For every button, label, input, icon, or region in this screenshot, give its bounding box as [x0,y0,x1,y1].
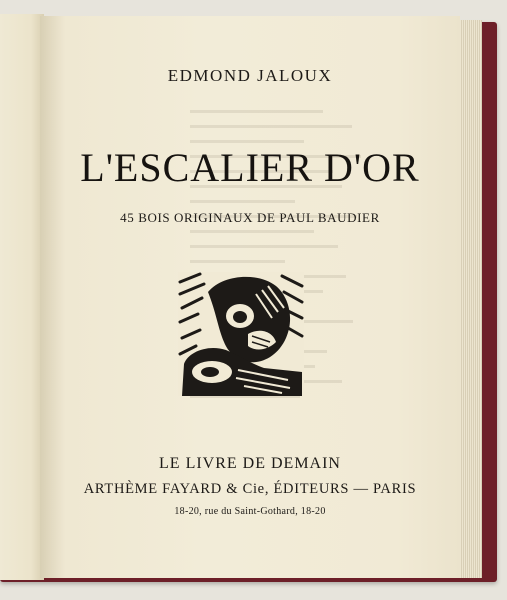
book-subtitle: 45 BOIS ORIGINAUX DE PAUL BAUDIER [120,210,380,225]
publisher-address: 18-20, rue du Saint-Gothard, 18-20 [174,506,326,517]
author-name: EDMOND JALOUX [167,66,333,85]
series-name: LE LIVRE DE DEMAIN [159,455,341,472]
publisher-line: ARTHÈME FAYARD & Cie, ÉDITEURS — PARIS [83,481,417,497]
woodcut-icon [178,272,304,396]
page-edges [460,20,482,578]
book-title: L'ESCALIER D'OR [80,145,420,190]
left-page-edge [0,14,44,580]
